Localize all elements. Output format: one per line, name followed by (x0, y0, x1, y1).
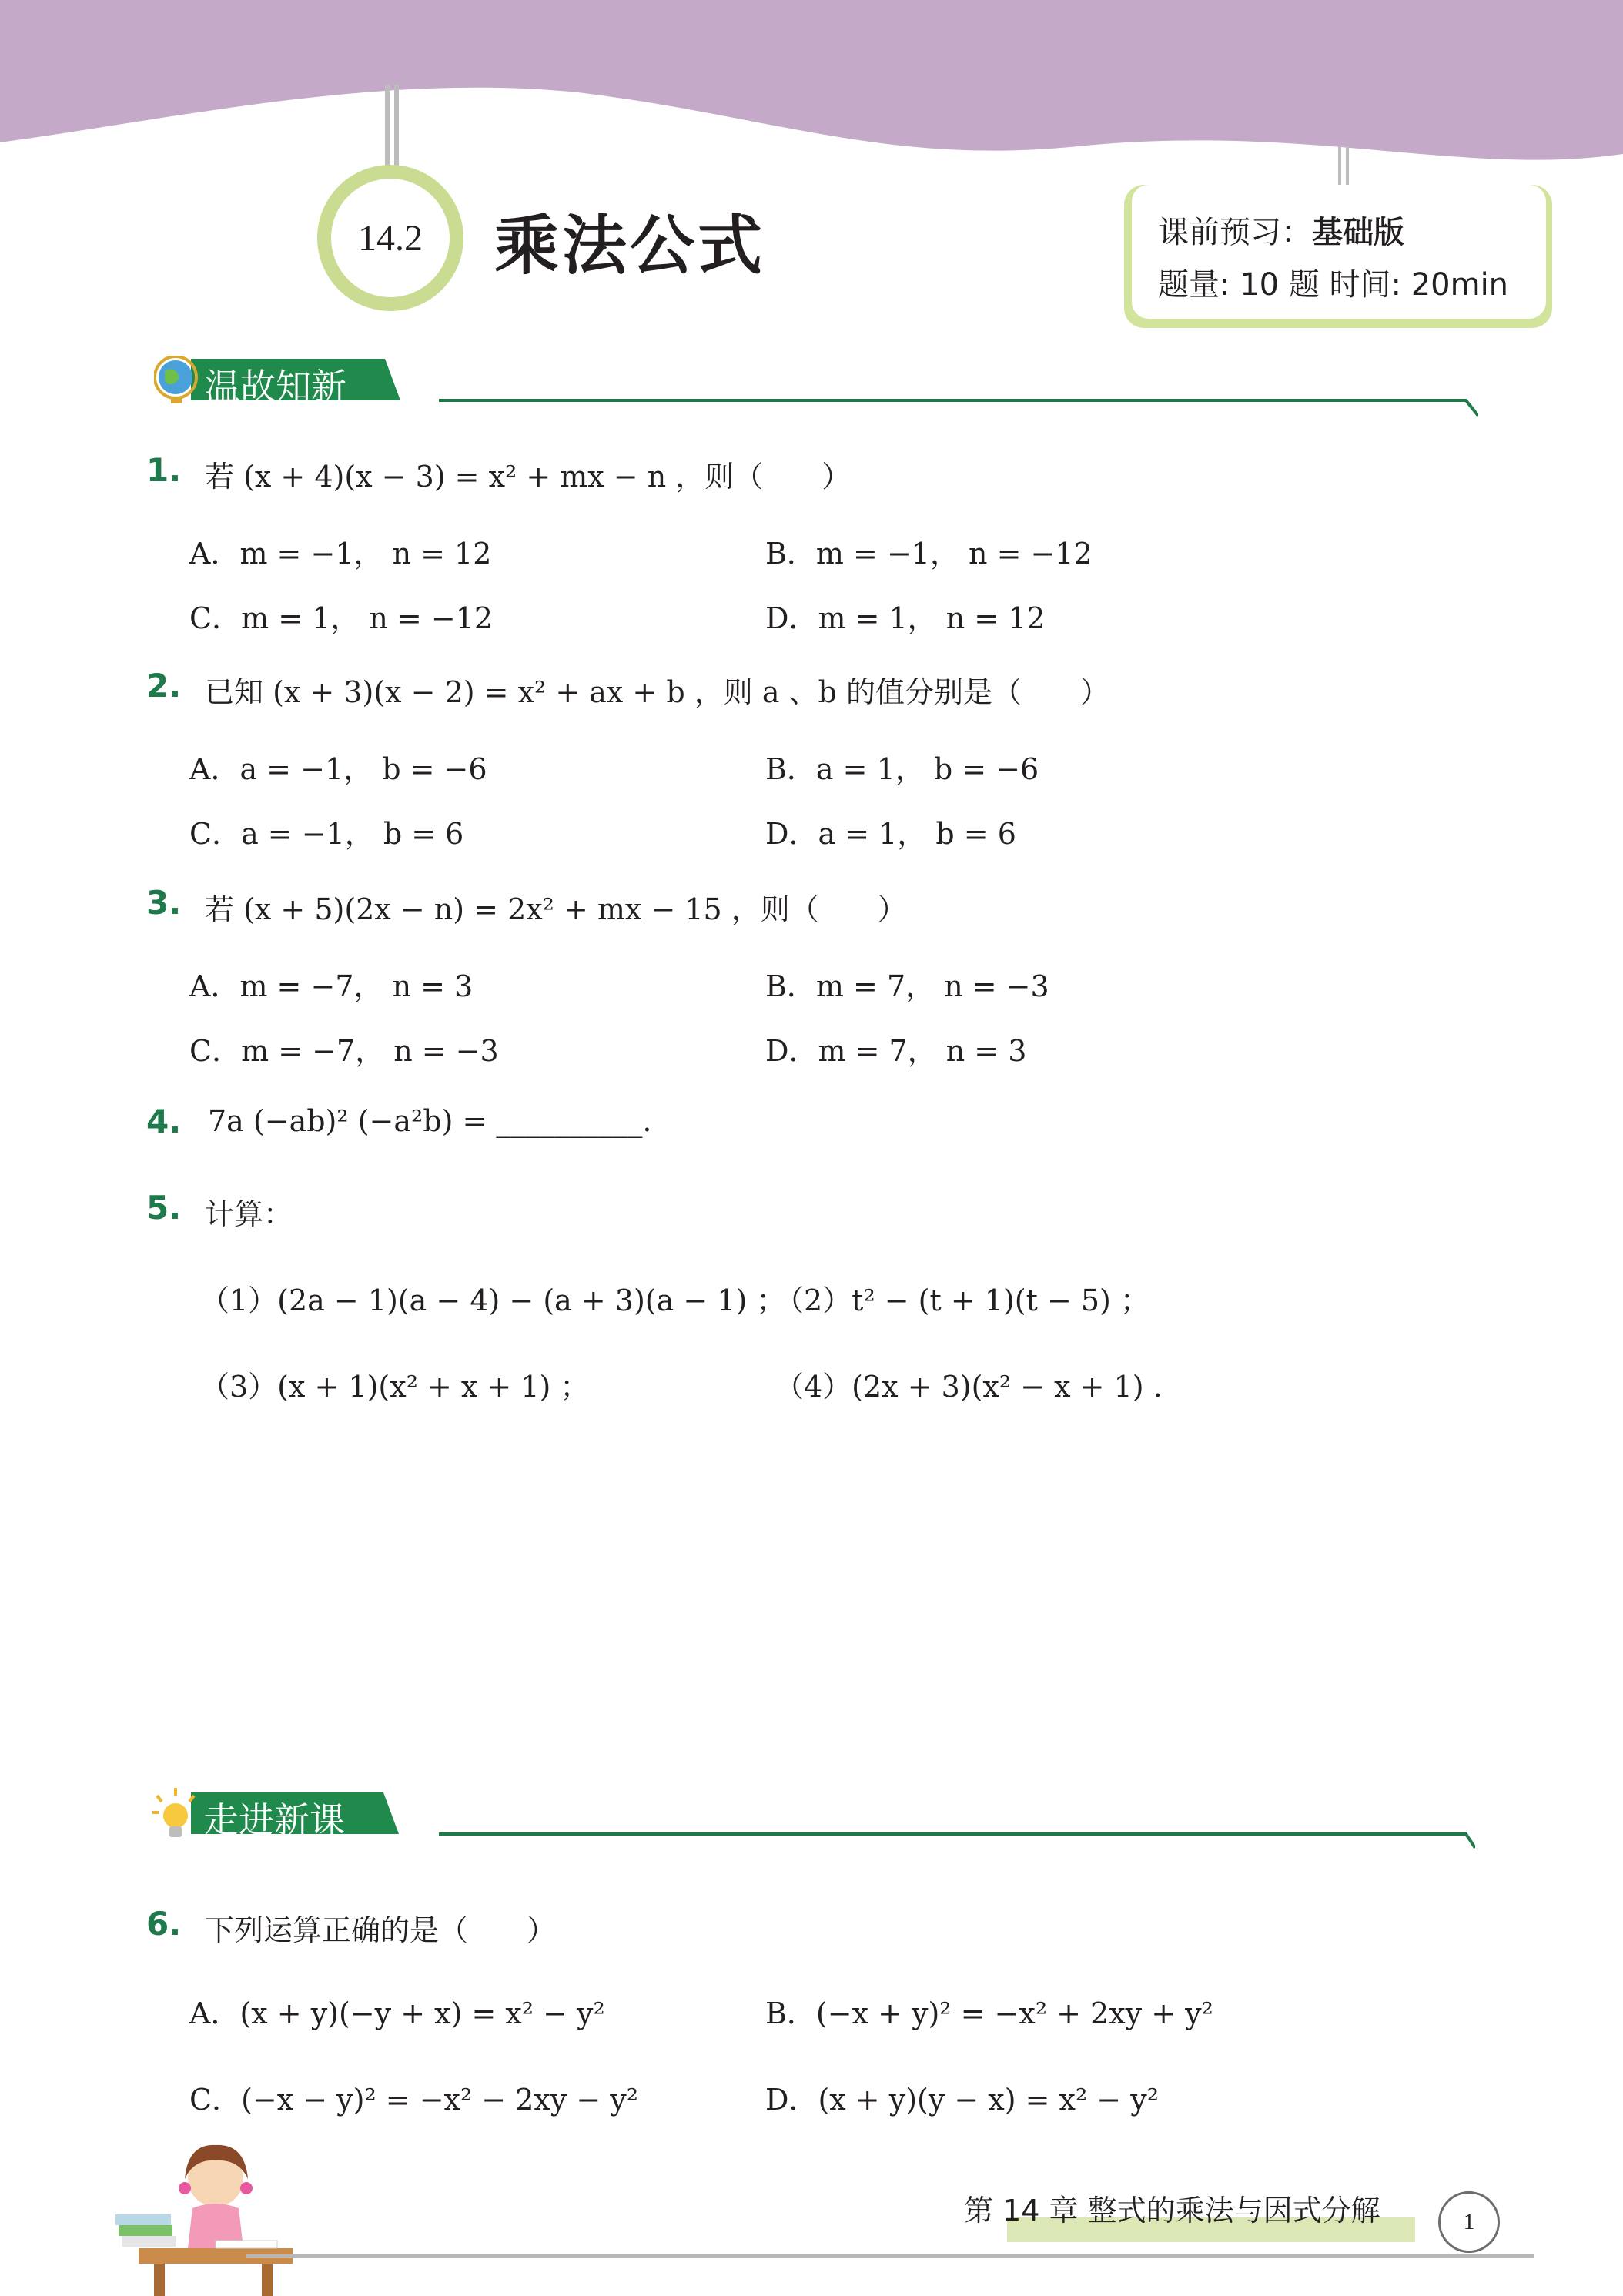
question-number: 6. (146, 1905, 182, 1943)
footer-chapter: 第 14 章 整式的乘法与因式分解 (964, 2194, 1380, 2227)
option-c[interactable]: C．m = 1， n = −12 (189, 601, 494, 635)
section-banner-new-lesson (151, 1786, 1475, 1841)
question-text: 若 (x + 5)(2x − n) = 2x² + mx − 15 ，则（ ） (205, 892, 907, 926)
question-text: 计算： (205, 1197, 293, 1231)
question-text: 下列运算正确的是（ ） (205, 1913, 557, 1947)
option-d[interactable]: D．(x + y)(y − x) = x² − y² (765, 2083, 1159, 2117)
question-text: 已知 (x + 3)(x − 2) = x² + ax + b ，则 a 、b 的值分别是（ ） (205, 675, 1109, 709)
option-b[interactable]: B．m = 7， n = −3 (765, 969, 1049, 1003)
option-b[interactable]: B．m = −1， n = −12 (765, 537, 1093, 571)
option-d[interactable]: D．m = 7， n = 3 (765, 1034, 1027, 1068)
info-box (1124, 185, 1552, 328)
option-b[interactable]: B．(−x + y)² = −x² + 2xy + y² (765, 1996, 1213, 2030)
info-level: 基础版 (1312, 215, 1404, 250)
globe-icon (154, 356, 200, 407)
lightbulb-icon (151, 1786, 200, 1845)
question-number: 4. (146, 1103, 182, 1140)
student-illustration (108, 2125, 323, 2296)
calc-part-1: （1）(2a − 1)(a − 4) − (a + 3)(a − 1) ； (200, 1284, 786, 1317)
section-number-badge (317, 165, 463, 311)
section-banner-review (154, 356, 1478, 407)
option-a[interactable]: A．(x + y)(−y + x) = x² − y² (189, 1996, 605, 2030)
page-title: 乘法公式 (494, 208, 766, 283)
info-line-2: 题量: 10 题 时间: 20min (1158, 267, 1509, 303)
section-title-new-lesson: 走进新课 (203, 1799, 345, 1841)
header-wave-decoration (0, 0, 1623, 200)
option-a[interactable]: A．a = −1， b = −6 (189, 752, 487, 786)
info-label: 课前预习： (1158, 215, 1312, 250)
question-number: 5. (146, 1189, 182, 1227)
calc-part-3: （3）(x + 1)(x² + x + 1) ； (200, 1370, 590, 1404)
question-number: 3. (146, 884, 182, 922)
question-text: 若 (x + 4)(x − 3) = x² + mx − n ，则（ ） (205, 460, 852, 494)
question-number: 1. (146, 451, 182, 489)
question-number: 2. (146, 667, 182, 705)
option-c[interactable]: C．a = −1， b = 6 (189, 817, 464, 851)
page-number: 1 (1438, 2191, 1500, 2253)
option-d[interactable]: D．m = 1， n = 12 (765, 601, 1046, 635)
info-line-1 (1158, 208, 1404, 252)
footer-divider (246, 2254, 1534, 2258)
option-a[interactable]: A．m = −1， n = 12 (189, 537, 492, 571)
calc-part-2: （2）t² − (t + 1)(t − 5) ； (775, 1284, 1149, 1317)
option-b[interactable]: B．a = 1， b = −6 (765, 752, 1039, 786)
option-c[interactable]: C．m = −7， n = −3 (189, 1034, 499, 1068)
option-c[interactable]: C．(−x − y)² = −x² − 2xy − y² (189, 2083, 638, 2117)
calc-part-4: （4）(2x + 3)(x² − x + 1) . (775, 1370, 1163, 1404)
section-number: 14.2 (331, 179, 450, 297)
section-title-review: 温故知新 (205, 366, 346, 407)
question-text: 7a (−ab)² (−a²b) = __________. (208, 1104, 652, 1138)
option-a[interactable]: A．m = −7， n = 3 (189, 969, 474, 1003)
option-d[interactable]: D．a = 1， b = 6 (765, 817, 1016, 851)
